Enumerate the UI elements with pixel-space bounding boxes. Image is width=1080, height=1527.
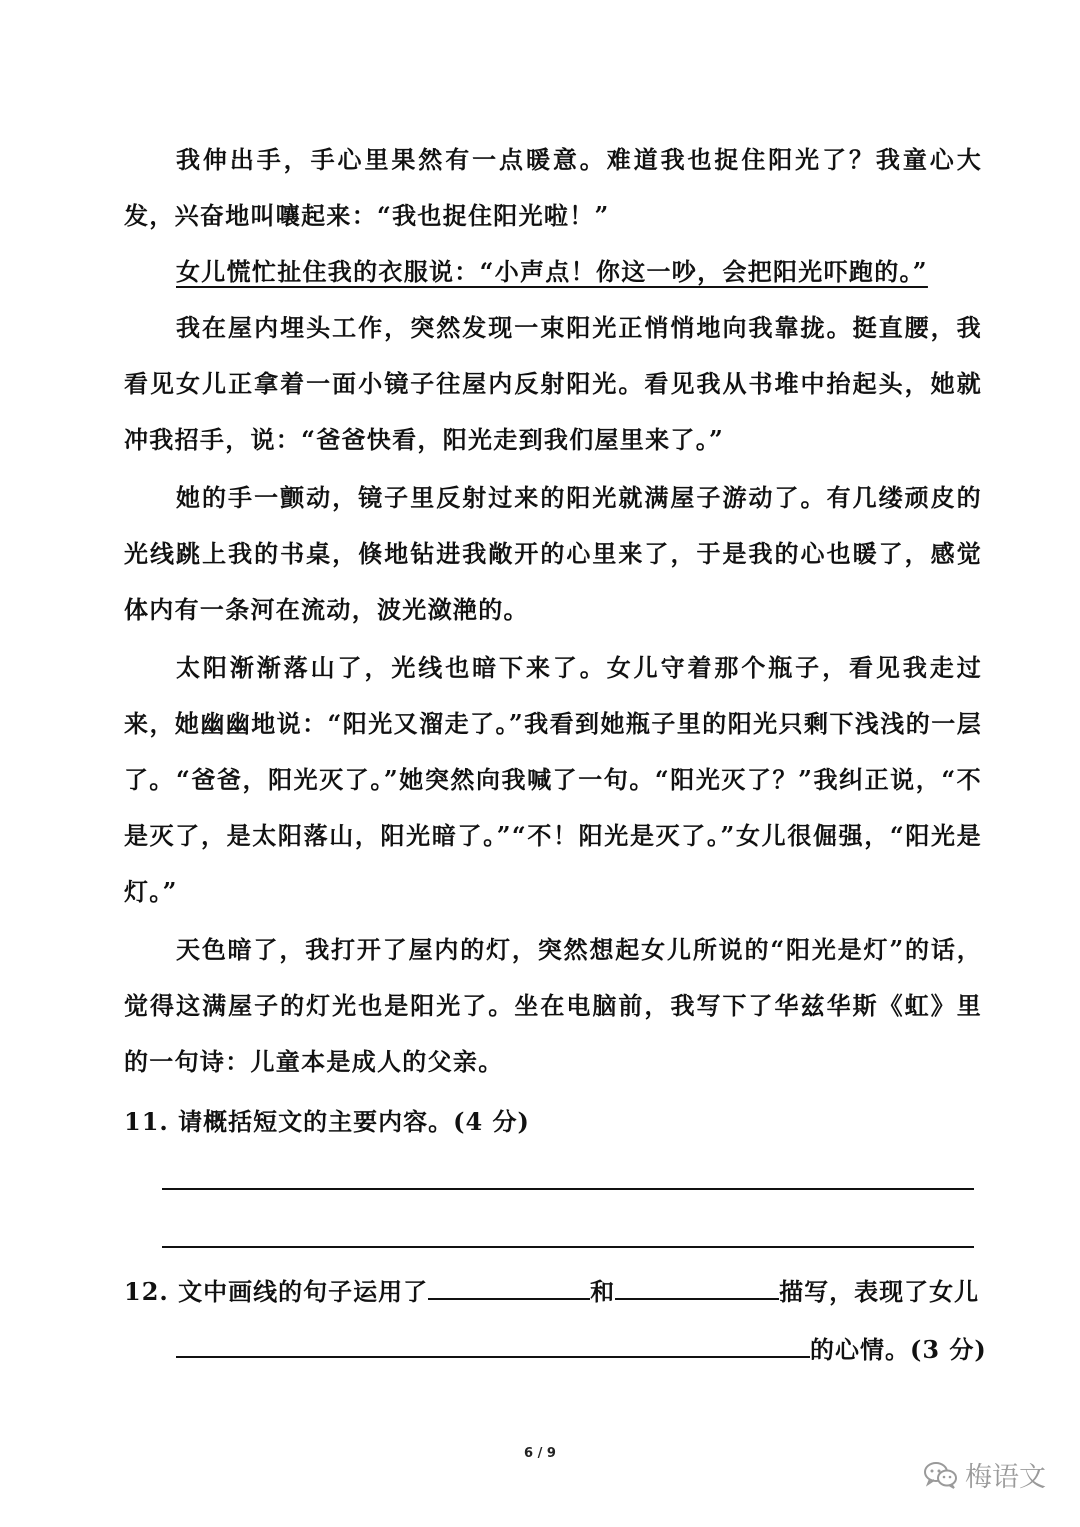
answer-blank-12b[interactable]	[615, 1274, 779, 1300]
page-number: 6 / 9	[524, 1446, 556, 1461]
underlined-sentence: 女儿慌忙扯住我的衣服说：“小声点！你这一吵，会把阳光吓跑的。”	[176, 257, 928, 286]
question-11: 11. 请概括短文的主要内容。(4 分)	[124, 1107, 530, 1136]
answer-blank-12c[interactable]	[176, 1332, 810, 1358]
paragraph-3: 我在屋内埋头工作，突然发现一束阳光正悄悄地向我靠拢。挺直腰，我看见女儿正拿着一面小镜子往屋内反射阳光。看见我从书堆中抬起头，她就冲我招手，说：“爸爸快看，阳光走到我们屋里来了。”	[124, 313, 982, 454]
question-12-text-b: 和	[590, 1277, 616, 1306]
paragraph-4: 她的手一颤动，镜子里反射过来的阳光就满屋子游动了。有几缕顽皮的光线跳上我的书桌，倏地钻进我敞开的心里来了，于是我的心也暖了，感觉体内有一条河在流动，波光潋滟的。	[124, 483, 982, 624]
watermark	[923, 1455, 1046, 1494]
question-12-text-a: 12. 文中画线的句子运用了	[124, 1277, 429, 1306]
answer-line-11b[interactable]	[162, 1246, 974, 1248]
question-12-text-c: 描写，表现了女儿	[779, 1277, 980, 1306]
answer-blank-12a[interactable]	[428, 1274, 590, 1300]
answer-line-11a[interactable]	[162, 1188, 974, 1190]
question-12-line-2	[176, 1330, 987, 1370]
question-12-line-1	[124, 1272, 979, 1312]
watermark-text: 梅语文	[965, 1462, 1046, 1493]
paragraph-2-underlined	[124, 244, 982, 300]
question-12-text-d: 的心情。(3 分)	[810, 1335, 987, 1364]
paragraph-7: 天色暗了，我打开了屋内的灯，突然想起女儿所说的“阳光是灯”的话，觉得这满屋子的灯光也是阳光了。坐在电脑前，我写下了华兹华斯《虹》里的一句诗：儿童本是成人的父亲。	[124, 935, 982, 1076]
paragraph-5: 太阳渐渐落山了，光线也暗下来了。女儿守着那个瓶子，看见我走过来，她幽幽地说：“阳光又溜走了。”我看到她瓶子里的阳光只剩下浅浅的一层了。	[124, 653, 982, 794]
wechat-bubbles-icon	[923, 1460, 959, 1490]
paragraph-1: 我伸出手，手心里果然有一点暖意。难道我也捉住阳光了？我童心大发，兴奋地叫嚷起来：“我也捉住阳光啦！”	[124, 145, 982, 230]
paragraph-6: “爸爸，阳光灭了。”她突然向我喊了一句。“阳光灭了？”我纠正说，“不是灭了，是太阳落山，阳光暗了。”“不！阳光是灭了。”女儿很倔强，“阳光是灯。”	[124, 765, 982, 906]
